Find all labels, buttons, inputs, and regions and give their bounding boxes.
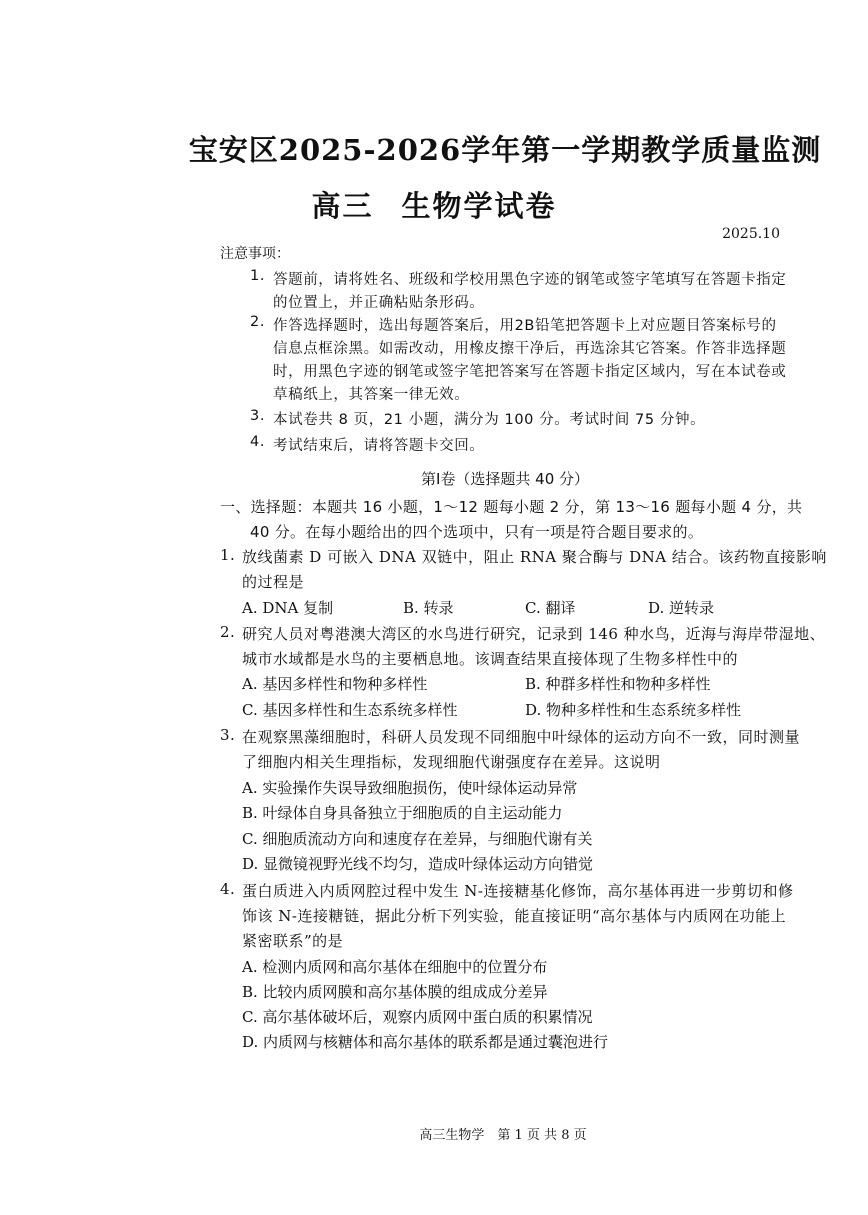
notice-line: 作答选择题时，选出每题答案后，用2B铅笔把答题卡上对应题目答案标号的	[273, 318, 777, 334]
section-instruction: 一、选择题：本题共 16 小题，1～12 题每小题 2 分，第 13～16 题每小题 4 分，共	[220, 498, 803, 516]
section-title: 第Ⅰ卷（选择题共 40 分）	[420, 470, 590, 488]
notice-line: 草稿纸上，其答案一律无效。	[273, 387, 470, 403]
question-stem: 城市水域都是水鸟的主要栖息地。该调查结果直接体现了生物多样性中的	[242, 650, 739, 668]
page-footer: 高三生物学 第 1 页 共 8 页	[419, 1128, 587, 1143]
option-d: D. 逆转录	[648, 599, 715, 617]
exam-title: 宝安区2025-2026学年第一学期教学质量监测	[188, 133, 822, 167]
option-c: C. 翻译	[525, 599, 576, 617]
notice-line: 本试卷共 8 页，21 小题，满分为 100 分。考试时间 75 分钟。	[273, 412, 706, 428]
question-stem: 饰该 N-连接糖链，据此分析下列实验，能直接证明“高尔基体与内质网在功能上	[242, 907, 787, 925]
option-a: A. DNA 复制	[242, 599, 334, 617]
notice-line: 的位置上，并正确粘贴条形码。	[273, 295, 485, 311]
question-stem: 研究人员对粤港澳大湾区的水鸟进行研究，记录到 146 种水鸟，近海与海岸带湿地、	[242, 625, 826, 643]
option-c: C. 细胞质流动方向和速度存在差异，与细胞代谢有关	[242, 830, 593, 848]
notice-heading: 注意事项：	[220, 246, 290, 262]
question-number: 1.	[220, 546, 236, 564]
option-d: D. 显微镜视野光线不均匀，造成叶绿体运动方向错觉	[242, 855, 594, 873]
option-b: B. 种群多样性和物种多样性	[525, 675, 711, 693]
notice-line: 答题前，请将姓名、班级和学校用黑色字迹的钢笔或签字笔填写在答题卡指定	[273, 272, 787, 288]
exam-subtitle	[0, 184, 868, 225]
option-a: A. 基因多样性和物种多样性	[242, 675, 428, 693]
grade-label: 高三	[311, 189, 374, 223]
notice-line: 考试结束后，请将答题卡交回。	[273, 438, 485, 454]
notice-line: 信息点框涂黑。如需改动，用橡皮擦干净后，再选涂其它答案。作答非选择题	[273, 341, 787, 357]
question-number: 2.	[220, 623, 236, 641]
notice-number: 2.	[250, 314, 266, 330]
question-stem: 在观察黑藻细胞时，科研人员发现不同细胞中叶绿体的运动方向不一致，同时测量	[242, 728, 801, 746]
option-c: C. 高尔基体破坏后，观察内质网中蛋白质的积累情况	[242, 1008, 593, 1026]
question-stem: 紧密联系”的是	[242, 932, 344, 950]
option-b: B. 比较内质网膜和高尔基体膜的组成成分差异	[242, 983, 548, 1001]
question-stem: 放线菌素 D 可嵌入 DNA 双链中，阻止 RNA 聚合酶与 DNA 结合。该药物直接影响	[242, 548, 827, 566]
notice-number: 4.	[250, 434, 266, 450]
notice-number: 3.	[250, 408, 266, 424]
subject-label: 生物学试卷	[401, 189, 557, 223]
exam-date: 2025.10	[722, 226, 780, 242]
option-c: C. 基因多样性和生态系统多样性	[242, 701, 458, 719]
option-d: D. 物种多样性和生态系统多样性	[525, 701, 742, 719]
notice-line: 时，用黑色字迹的钢笔或签字笔把答案写在答题卡指定区域内，写在本试卷或	[273, 364, 787, 380]
notice-number: 1.	[250, 268, 266, 284]
section-instruction: 40 分。在每小题给出的四个选项中，只有一项是符合题目要求的。	[250, 523, 704, 541]
option-d: D. 内质网与核糖体和高尔基体的联系都是通过囊泡进行	[242, 1033, 609, 1051]
question-number: 4.	[220, 880, 236, 898]
question-stem: 蛋白质进入内质网腔过程中发生 N-连接糖基化修饰，高尔基体再进一步剪切和修	[242, 882, 794, 900]
option-b: B. 转录	[403, 599, 454, 617]
question-number: 3.	[220, 726, 236, 744]
question-stem: 的过程是	[242, 573, 305, 591]
question-stem: 了细胞内相关生理指标，发现细胞代谢强度存在差异。这说明	[242, 753, 661, 771]
option-b: B. 叶绿体自身具备独立于细胞质的自主运动能力	[242, 804, 563, 822]
option-a: A. 检测内质网和高尔基体在细胞中的位置分布	[242, 958, 548, 976]
option-a: A. 实验操作失误导致细胞损伤，使叶绿体运动异常	[242, 779, 578, 797]
